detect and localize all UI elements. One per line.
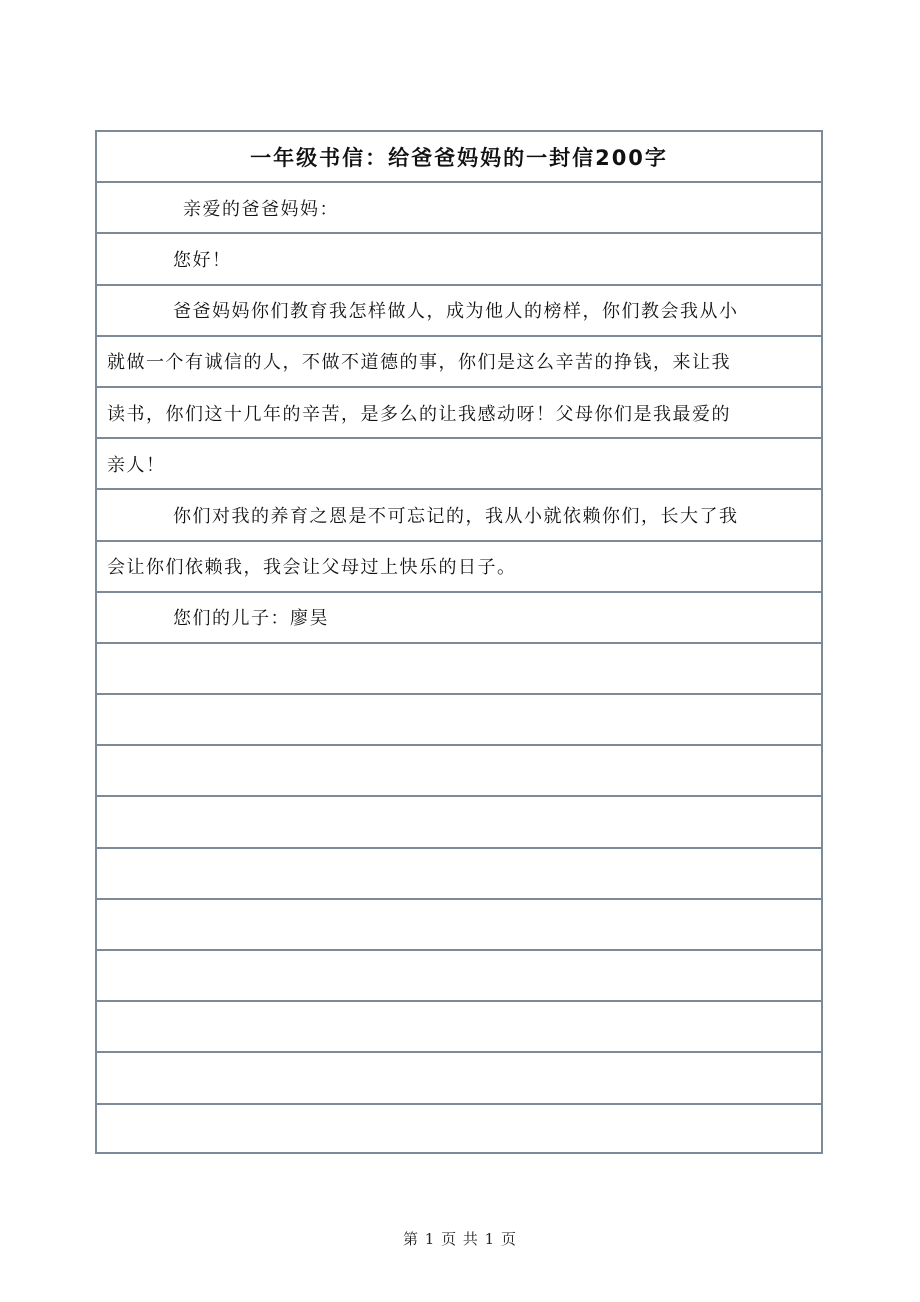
letter-line-greeting: 您好！ [97, 234, 821, 285]
blank-line [97, 797, 821, 848]
letter-line: 会让你们依赖我，我会让父母过上快乐的日子。 [97, 542, 821, 593]
letter-line: 就做一个有诚信的人，不做不道德的事，你们是这么辛苦的挣钱，来让我 [97, 337, 821, 388]
letter-line: 读书，你们这十几年的辛苦，是多么的让我感动呀！父母你们是我最爱的 [97, 388, 821, 439]
letter-salutation: 亲爱的爸爸妈妈： [97, 183, 821, 234]
letter-line: 亲人！ [97, 439, 821, 490]
blank-line [97, 644, 821, 695]
blank-line [97, 746, 821, 797]
blank-line [97, 1002, 821, 1053]
letter-line: 你们对我的养育之恩是不可忘记的，我从小就依赖你们，长大了我 [97, 490, 821, 541]
letter-line: 爸爸妈妈你们教育我怎样做人，成为他人的榜样，你们教会我从小 [97, 286, 821, 337]
blank-line [97, 900, 821, 951]
blank-line [97, 695, 821, 746]
blank-line [97, 1105, 821, 1156]
blank-line [97, 849, 821, 900]
blank-line [97, 951, 821, 1002]
letter-title: 一年级书信：给爸爸妈妈的一封信200字 [97, 132, 821, 183]
letter-paper [95, 130, 823, 1154]
page-number: 第 1 页 共 1 页 [403, 1230, 517, 1248]
blank-line [97, 1053, 821, 1104]
letter-signature: 您们的儿子：廖昊 [97, 593, 821, 644]
